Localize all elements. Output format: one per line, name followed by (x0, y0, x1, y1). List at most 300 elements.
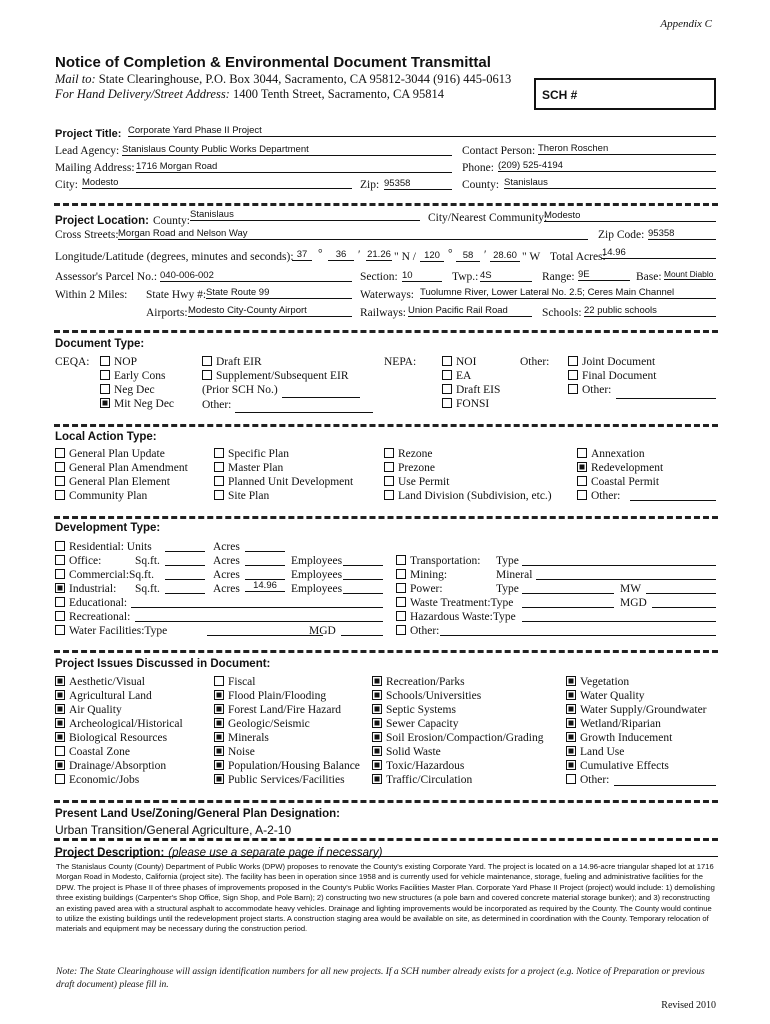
option-label: Site Plan (228, 490, 270, 502)
option-label: Archeological/Historical (69, 718, 183, 730)
type-label: Type (496, 555, 519, 567)
issues-col4 (566, 675, 707, 787)
checkbox[interactable] (372, 760, 382, 770)
res-acres-field[interactable] (245, 551, 285, 552)
option-label: Use Permit (398, 476, 450, 488)
educational-field[interactable] (131, 607, 383, 608)
checkbox[interactable] (372, 718, 382, 728)
option-label: Fiscal (228, 676, 256, 688)
option-label: Geologic/Seismic (228, 718, 310, 730)
checkbox[interactable] (566, 690, 576, 700)
zip-label: Zip: (360, 179, 380, 191)
option-joint-document[interactable] (568, 355, 656, 369)
project-title-field[interactable]: Corporate Yard Phase II Project (128, 125, 716, 137)
option-annexation[interactable] (577, 447, 663, 461)
nepa-col (442, 355, 500, 411)
option-fiscal[interactable] (214, 675, 360, 689)
base-field[interactable]: Mount Diablo (664, 269, 716, 280)
ceqa-label: CEQA: (55, 356, 90, 368)
option-label: Biological Resources (69, 732, 168, 744)
option-specific-plan[interactable] (214, 447, 353, 461)
option-redevelopment[interactable] (577, 461, 663, 475)
mineral-field[interactable] (536, 579, 716, 580)
type-label: Type (496, 583, 519, 595)
units-field[interactable] (165, 551, 205, 552)
minute-symbol: ′ (484, 249, 487, 261)
option-label: Cumulative Effects (580, 760, 669, 772)
option-air-quality[interactable] (55, 703, 183, 717)
option-mit-neg-dec[interactable] (100, 397, 174, 411)
dev-recreational[interactable]: Recreational: (55, 610, 130, 624)
checkbox[interactable] (214, 448, 224, 458)
option-general-plan-amendment[interactable] (55, 461, 188, 475)
option-population-housing-balance[interactable] (214, 759, 360, 773)
range-field[interactable]: 9E (578, 269, 630, 281)
divider (54, 424, 718, 427)
twp-field[interactable]: 4S (480, 270, 532, 282)
water-mgd-field[interactable] (341, 635, 383, 636)
range-label: Range: (542, 271, 575, 283)
option-ea[interactable] (442, 369, 500, 383)
mineral-label: Mineral (496, 569, 533, 581)
apn-label: Assessor's Parcel No.: (55, 271, 158, 283)
commercial-sqft-field[interactable] (165, 579, 205, 580)
degree-symbol: ° (318, 248, 323, 260)
location-county-field[interactable]: Stanislaus (190, 209, 420, 221)
option-forest-land-fire-hazard[interactable] (214, 703, 360, 717)
lead-agency-label: Lead Agency: (55, 145, 120, 157)
checkbox[interactable] (55, 490, 65, 500)
checkbox[interactable] (566, 746, 576, 756)
checkbox[interactable] (55, 732, 65, 742)
issues-col2 (214, 675, 360, 787)
option-label: Schools/Universities (386, 690, 482, 702)
mail-to-line: Mail to: State Clearinghouse, P.O. Box 3044, Sacramento, CA 95812-3044 (916) 445-0613 (55, 72, 512, 86)
dev-water[interactable]: Water Facilities:Type (55, 624, 167, 638)
option-general-plan-update[interactable] (55, 447, 188, 461)
option-use-permit[interactable] (384, 475, 552, 489)
option-label: Forest Land/Fire Hazard (228, 704, 342, 716)
total-acres-label: Total Acres: (550, 251, 606, 263)
option-nop[interactable] (100, 355, 174, 369)
checkbox[interactable] (568, 356, 578, 366)
ceqa-other-field[interactable] (235, 398, 373, 413)
option-aesthetic-visual[interactable] (55, 675, 183, 689)
checkbox[interactable] (100, 398, 110, 408)
twp-label: Twp.: (452, 271, 479, 283)
sch-label: SCH # (542, 88, 578, 102)
option-label: Redevelopment (591, 462, 664, 474)
option-land-use[interactable] (566, 745, 707, 759)
within-2-miles-label: Within 2 Miles: (55, 289, 128, 301)
project-description-heading: Project Description: (please use a separate page if necessary) (55, 847, 383, 859)
office-acres-field[interactable] (245, 565, 285, 566)
checkbox[interactable] (214, 676, 224, 686)
option-economic-jobs[interactable] (55, 773, 183, 787)
option-label: Public Services/Facilities (228, 774, 345, 786)
checkbox[interactable] (372, 690, 382, 700)
checkbox[interactable] (384, 448, 394, 458)
checkbox[interactable] (372, 746, 382, 756)
option-agricultural-land[interactable] (55, 689, 183, 703)
checkbox[interactable] (214, 490, 224, 500)
option-prezone[interactable] (384, 461, 552, 475)
option-label: General Plan Amendment (69, 462, 188, 474)
latlong-label: Longitude/Latitude (degrees, minutes and seconds): (55, 251, 294, 263)
checkbox[interactable] (214, 718, 224, 728)
checkbox[interactable] (55, 760, 65, 770)
option-archeological-historical[interactable] (55, 717, 183, 731)
option-coastal-permit[interactable] (577, 475, 663, 489)
development-type-heading: Development Type: (55, 522, 161, 534)
phone-field[interactable]: (209) 525-4194 (498, 160, 716, 172)
issues-other-field[interactable] (614, 785, 716, 786)
checkbox[interactable] (568, 384, 578, 394)
option-label: Recreation/Parks (386, 676, 465, 688)
state-hwy-field[interactable]: State Route 99 (206, 287, 352, 299)
city-community-field[interactable]: Modesto (544, 210, 716, 222)
railways-label: Railways: (360, 307, 406, 319)
acres-label: Acres (213, 555, 240, 567)
option-rezone[interactable] (384, 447, 552, 461)
water-type-field[interactable] (207, 635, 323, 636)
option-noi[interactable] (442, 355, 500, 369)
option-label: Other: (591, 490, 621, 502)
checkbox[interactable] (384, 476, 394, 486)
option-label: Wetland/Riparian (580, 718, 661, 730)
option-label: Minerals (228, 732, 269, 744)
option-neg-dec[interactable] (100, 383, 174, 397)
phone-label: Phone: (462, 162, 494, 174)
checkbox[interactable] (214, 704, 224, 714)
degree-symbol: ° (448, 248, 453, 260)
checkbox[interactable] (214, 476, 224, 486)
option-label: Rezone (398, 448, 433, 460)
checkbox[interactable] (566, 760, 576, 770)
option-fonsi[interactable] (442, 397, 500, 411)
apn-field[interactable]: 040-006-002 (160, 270, 352, 282)
issues-col1 (55, 675, 183, 787)
option-recreation-parks[interactable] (372, 675, 543, 689)
option-label: Annexation (591, 448, 645, 460)
option-label: Toxic/Hazardous (386, 760, 465, 772)
land-use-heading: Present Land Use/Zoning/General Plan Designation: (55, 808, 340, 820)
option-other[interactable] (568, 383, 656, 397)
option-noise[interactable] (214, 745, 360, 759)
local-action-other-field[interactable] (630, 500, 716, 501)
option-flood-plain-flooding[interactable] (214, 689, 360, 703)
dev-hazardous[interactable]: Hazardous Waste:Type (396, 610, 516, 624)
checkbox[interactable] (384, 462, 394, 472)
dev-industrial[interactable]: Industrial: (55, 582, 116, 596)
checkbox[interactable] (214, 760, 224, 770)
checkbox[interactable] (566, 774, 576, 784)
option-site-plan[interactable] (214, 489, 353, 503)
checkbox[interactable] (566, 676, 576, 686)
option-label: Population/Housing Balance (228, 760, 360, 772)
local-action-col4 (577, 447, 663, 503)
checkbox[interactable] (566, 718, 576, 728)
option-label: Air Quality (69, 704, 122, 716)
industrial-acres-field[interactable]: 14.96 (245, 580, 285, 592)
hazardous-type-field[interactable] (522, 621, 716, 622)
cross-streets-label: Cross Streets: (55, 229, 119, 241)
transportation-type-field[interactable] (522, 565, 716, 566)
mailing-label: Mailing Address: (55, 162, 135, 174)
option-label: Vegetation (580, 676, 630, 688)
divider (54, 516, 718, 519)
checkbox[interactable] (202, 370, 212, 380)
airports-field[interactable]: Modesto City-County Airport (188, 305, 352, 317)
option-label: Other: (582, 384, 612, 396)
option-label: Community Plan (69, 490, 148, 502)
checkbox[interactable] (214, 732, 224, 742)
zip-code-field[interactable]: 95358 (648, 228, 716, 240)
dev-other-field[interactable] (440, 635, 716, 636)
option-label: Coastal Zone (69, 746, 130, 758)
option-label: EA (456, 370, 472, 382)
dev-residential[interactable]: Residential: Units (55, 540, 152, 554)
mailing-field[interactable]: 1716 Morgan Road (136, 161, 452, 173)
prior-sch-field[interactable] (282, 383, 360, 398)
option-label: Economic/Jobs (69, 774, 140, 786)
option-septic-systems[interactable] (372, 703, 543, 717)
option-minerals[interactable] (214, 731, 360, 745)
checkbox[interactable] (202, 356, 212, 366)
option-label: Growth Inducement (580, 732, 673, 744)
option-drainage-absorption[interactable] (55, 759, 183, 773)
land-use-value[interactable]: Urban Transition/General Agriculture, A-2-10 (55, 823, 292, 837)
dev-commercial[interactable]: Commercial:Sq.ft. (55, 568, 154, 582)
city-label: City: (55, 179, 79, 191)
other-doc-field[interactable] (616, 398, 716, 399)
checkbox[interactable] (55, 690, 65, 700)
issues-col3 (372, 675, 543, 787)
checkbox[interactable] (100, 384, 110, 394)
option-label: General Plan Update (69, 448, 165, 460)
option-sewer-capacity[interactable] (372, 717, 543, 731)
sqft-label: Sq.ft. (135, 583, 160, 595)
option-label: Draft EIS (456, 384, 501, 396)
document-type-heading: Document Type: (55, 338, 145, 350)
option-draft-eis[interactable] (442, 383, 500, 397)
checkbox[interactable] (577, 490, 587, 500)
option-biological-resources[interactable] (55, 731, 183, 745)
option-traffic-circulation[interactable] (372, 773, 543, 787)
option-water-supply-groundwater[interactable] (566, 703, 707, 717)
checkbox[interactable] (384, 490, 394, 500)
lat-degrees[interactable]: 37 (292, 249, 312, 261)
option-cumulative-effects[interactable] (566, 759, 707, 773)
lat-minutes[interactable]: 36 (328, 249, 354, 261)
dev-transportation[interactable]: Transportation: (396, 554, 481, 568)
checkbox[interactable] (55, 704, 65, 714)
option-coastal-zone[interactable] (55, 745, 183, 759)
local-action-col2 (214, 447, 353, 503)
checkbox[interactable] (55, 676, 65, 686)
option-label: Agricultural Land (69, 690, 152, 702)
waterways-field[interactable]: Tuolumne River, Lower Lateral No. 2.5; Ceres Main Channel (420, 287, 716, 299)
office-sqft-field[interactable] (165, 565, 205, 566)
sch-box[interactable] (534, 78, 716, 110)
checkbox[interactable] (100, 356, 110, 366)
checkbox[interactable] (566, 704, 576, 714)
option-label: Soil Erosion/Compaction/Grading (386, 732, 544, 744)
option-label: Prezone (398, 462, 436, 474)
checkbox[interactable] (372, 774, 382, 784)
option-label: Water Supply/Groundwater (580, 704, 707, 716)
commercial-employees-field[interactable] (343, 579, 383, 580)
option-label: Noise (228, 746, 255, 758)
option-final-document[interactable] (568, 369, 656, 383)
checkbox[interactable] (442, 384, 452, 394)
checkbox[interactable] (577, 448, 587, 458)
office-employees-field[interactable] (343, 565, 383, 566)
option-label: Planned Unit Development (228, 476, 354, 488)
option-geologic-seismic[interactable] (214, 717, 360, 731)
employees-label: Employees (291, 555, 343, 567)
option-label: Land Division (Subdivision, etc.) (398, 490, 552, 502)
supplemental-eir-option[interactable]: Supplement/Subsequent EIR (202, 369, 373, 383)
checkbox[interactable] (568, 370, 578, 380)
option-early-cons[interactable] (100, 369, 174, 383)
minute-symbol: ′ (358, 249, 361, 261)
option-schools-universities[interactable] (372, 689, 543, 703)
schools-field[interactable]: 22 public schools (584, 305, 716, 317)
option-planned-unit-development[interactable] (214, 475, 353, 489)
option-general-plan-element[interactable] (55, 475, 188, 489)
prior-sch-row: (Prior SCH No.) (202, 383, 373, 398)
option-solid-waste[interactable] (372, 745, 543, 759)
checkbox[interactable] (214, 774, 224, 784)
option-growth-inducement[interactable] (566, 731, 707, 745)
option-vegetation[interactable] (566, 675, 707, 689)
power-type-field[interactable] (522, 593, 614, 594)
west-label: " W (522, 251, 541, 263)
cross-streets-field[interactable]: Morgan Road and Nelson Way (118, 228, 588, 240)
waste-type-field[interactable] (522, 607, 614, 608)
checkbox[interactable] (372, 704, 382, 714)
checkbox[interactable] (577, 476, 587, 486)
checkbox[interactable] (442, 356, 452, 366)
lon-minutes[interactable]: 58 (456, 250, 480, 262)
option-public-services-facilities[interactable] (214, 773, 360, 787)
city-community-label: City/Nearest Community: (428, 212, 548, 224)
option-label: NOI (456, 356, 477, 368)
project-description-text[interactable]: The Stanislaus County (County) Department of Public Works (DPW) proposes to renovate the County's existing Corporate Yard. The project is located on a 14.96-acre triangular shaped lot at 1716 Morgan Road in Modesto, California (project site). The facility has been in operation since 1958 and is currently used for vehicle maintenance, storage, fueling and administrative facilities for the DPW. The project is Phase II of three phases of improvements proposed in the County's Public Works Facilities Master Plan. Corporate Yard Phase II Project (project) would include: 1) demolishing three existing buildings (Carpenter's Shop Office, Sign Shop, and Pole Barn); 2) constructing two new structures (a pole barn and covered concrete material storage bunker); and 3) reconstructing an existing paved area with a structural asphalt to accommodate heavy vehicles. Drainage and lighting improvements would be incorporated as required by the County. The County would continue to utilize the existing buildings until the redevelopment project starts. A construction staging area would be available on site, as determined in coordination with the County. Temporary relocation of materials and equipment may be necessary during the construction period. (56, 862, 715, 934)
lat-seconds[interactable]: 21.26 (367, 249, 391, 260)
dev-educational[interactable]: Educational: (55, 596, 127, 610)
dev-mining[interactable]: Mining: (396, 568, 447, 582)
checkbox[interactable] (55, 448, 65, 458)
waste-mgd-field[interactable] (652, 607, 716, 608)
acres-label: Acres (213, 583, 240, 595)
divider (54, 330, 718, 333)
option-label: Solid Waste (386, 746, 441, 758)
option-toxic-hazardous[interactable] (372, 759, 543, 773)
dev-power[interactable]: Power: (396, 582, 443, 596)
option-label: Water Quality (580, 690, 645, 702)
option-label: Other: (580, 774, 610, 786)
industrial-sqft-field[interactable] (165, 593, 205, 594)
option-label: NOP (114, 356, 138, 368)
option-label: Final Document (582, 370, 657, 382)
project-issues-heading: Project Issues Discussed in Document: (55, 658, 271, 670)
option-label: General Plan Element (69, 476, 170, 488)
divider (54, 650, 718, 653)
other-doc-label: Other: (520, 356, 550, 368)
draft-eir-option[interactable]: Draft EIR (202, 355, 373, 369)
lon-seconds[interactable]: 28.60 (490, 250, 520, 262)
project-location-heading: Project Location: County: (55, 215, 190, 227)
mgd-label: MGD (309, 625, 336, 637)
contact-field[interactable]: Theron Roschen (538, 143, 716, 155)
industrial-employees-field[interactable] (343, 593, 383, 594)
option-label: Specific Plan (228, 448, 289, 460)
checkbox[interactable] (100, 370, 110, 380)
divider (54, 203, 718, 206)
checkbox[interactable] (372, 676, 382, 686)
zip-field[interactable]: 95358 (384, 178, 452, 190)
county-field[interactable]: Stanislaus (504, 177, 716, 189)
option-wetland-riparian[interactable] (566, 717, 707, 731)
recreational-field[interactable] (135, 621, 383, 622)
checkbox[interactable] (214, 746, 224, 756)
option-label: Land Use (580, 746, 625, 758)
section-field[interactable]: 10 (402, 270, 442, 282)
power-mw-field[interactable] (646, 593, 716, 594)
option-land-division-subdivision-etc[interactable] (384, 489, 552, 503)
checkbox[interactable] (442, 370, 452, 380)
checkbox[interactable] (55, 718, 65, 728)
option-label: Aesthetic/Visual (69, 676, 145, 688)
schools-label: Schools: (542, 307, 582, 319)
checkbox[interactable] (214, 462, 224, 472)
checkbox[interactable] (55, 476, 65, 486)
checkbox[interactable] (372, 732, 382, 742)
option-water-quality[interactable] (566, 689, 707, 703)
option-label: Joint Document (582, 356, 656, 368)
sqft-label: Sq.ft. (135, 555, 160, 567)
section-label: Section: (360, 271, 398, 283)
development-left (55, 540, 395, 640)
checkbox[interactable] (214, 690, 224, 700)
dev-other[interactable]: Other: (396, 624, 439, 638)
total-acres-field[interactable]: 14.96 (602, 247, 716, 259)
lon-degrees[interactable]: 120 (420, 250, 444, 262)
checkbox[interactable] (55, 774, 65, 784)
lead-agency-field[interactable]: Stanislaus County Public Works Department (122, 144, 452, 156)
option-label: Sewer Capacity (386, 718, 459, 730)
waterways-label: Waterways: (360, 289, 414, 301)
dev-office[interactable]: Office: (55, 554, 101, 568)
option-community-plan[interactable] (55, 489, 188, 503)
contact-label: Contact Person: (462, 145, 536, 157)
checkbox[interactable] (55, 746, 65, 756)
dev-waste[interactable]: Waste Treatment:Type (396, 596, 513, 610)
base-label: Base: (636, 271, 662, 283)
checkbox[interactable] (566, 732, 576, 742)
development-right (396, 554, 718, 640)
checkbox[interactable] (55, 462, 65, 472)
option-soil-erosion-compaction-grading[interactable] (372, 731, 543, 745)
railways-field[interactable]: Union Pacific Rail Road (408, 305, 532, 317)
checkbox[interactable] (442, 398, 452, 408)
checkbox[interactable] (577, 462, 587, 472)
divider (54, 800, 718, 803)
city-field[interactable]: Modesto (82, 177, 352, 189)
option-master-plan[interactable] (214, 461, 353, 475)
